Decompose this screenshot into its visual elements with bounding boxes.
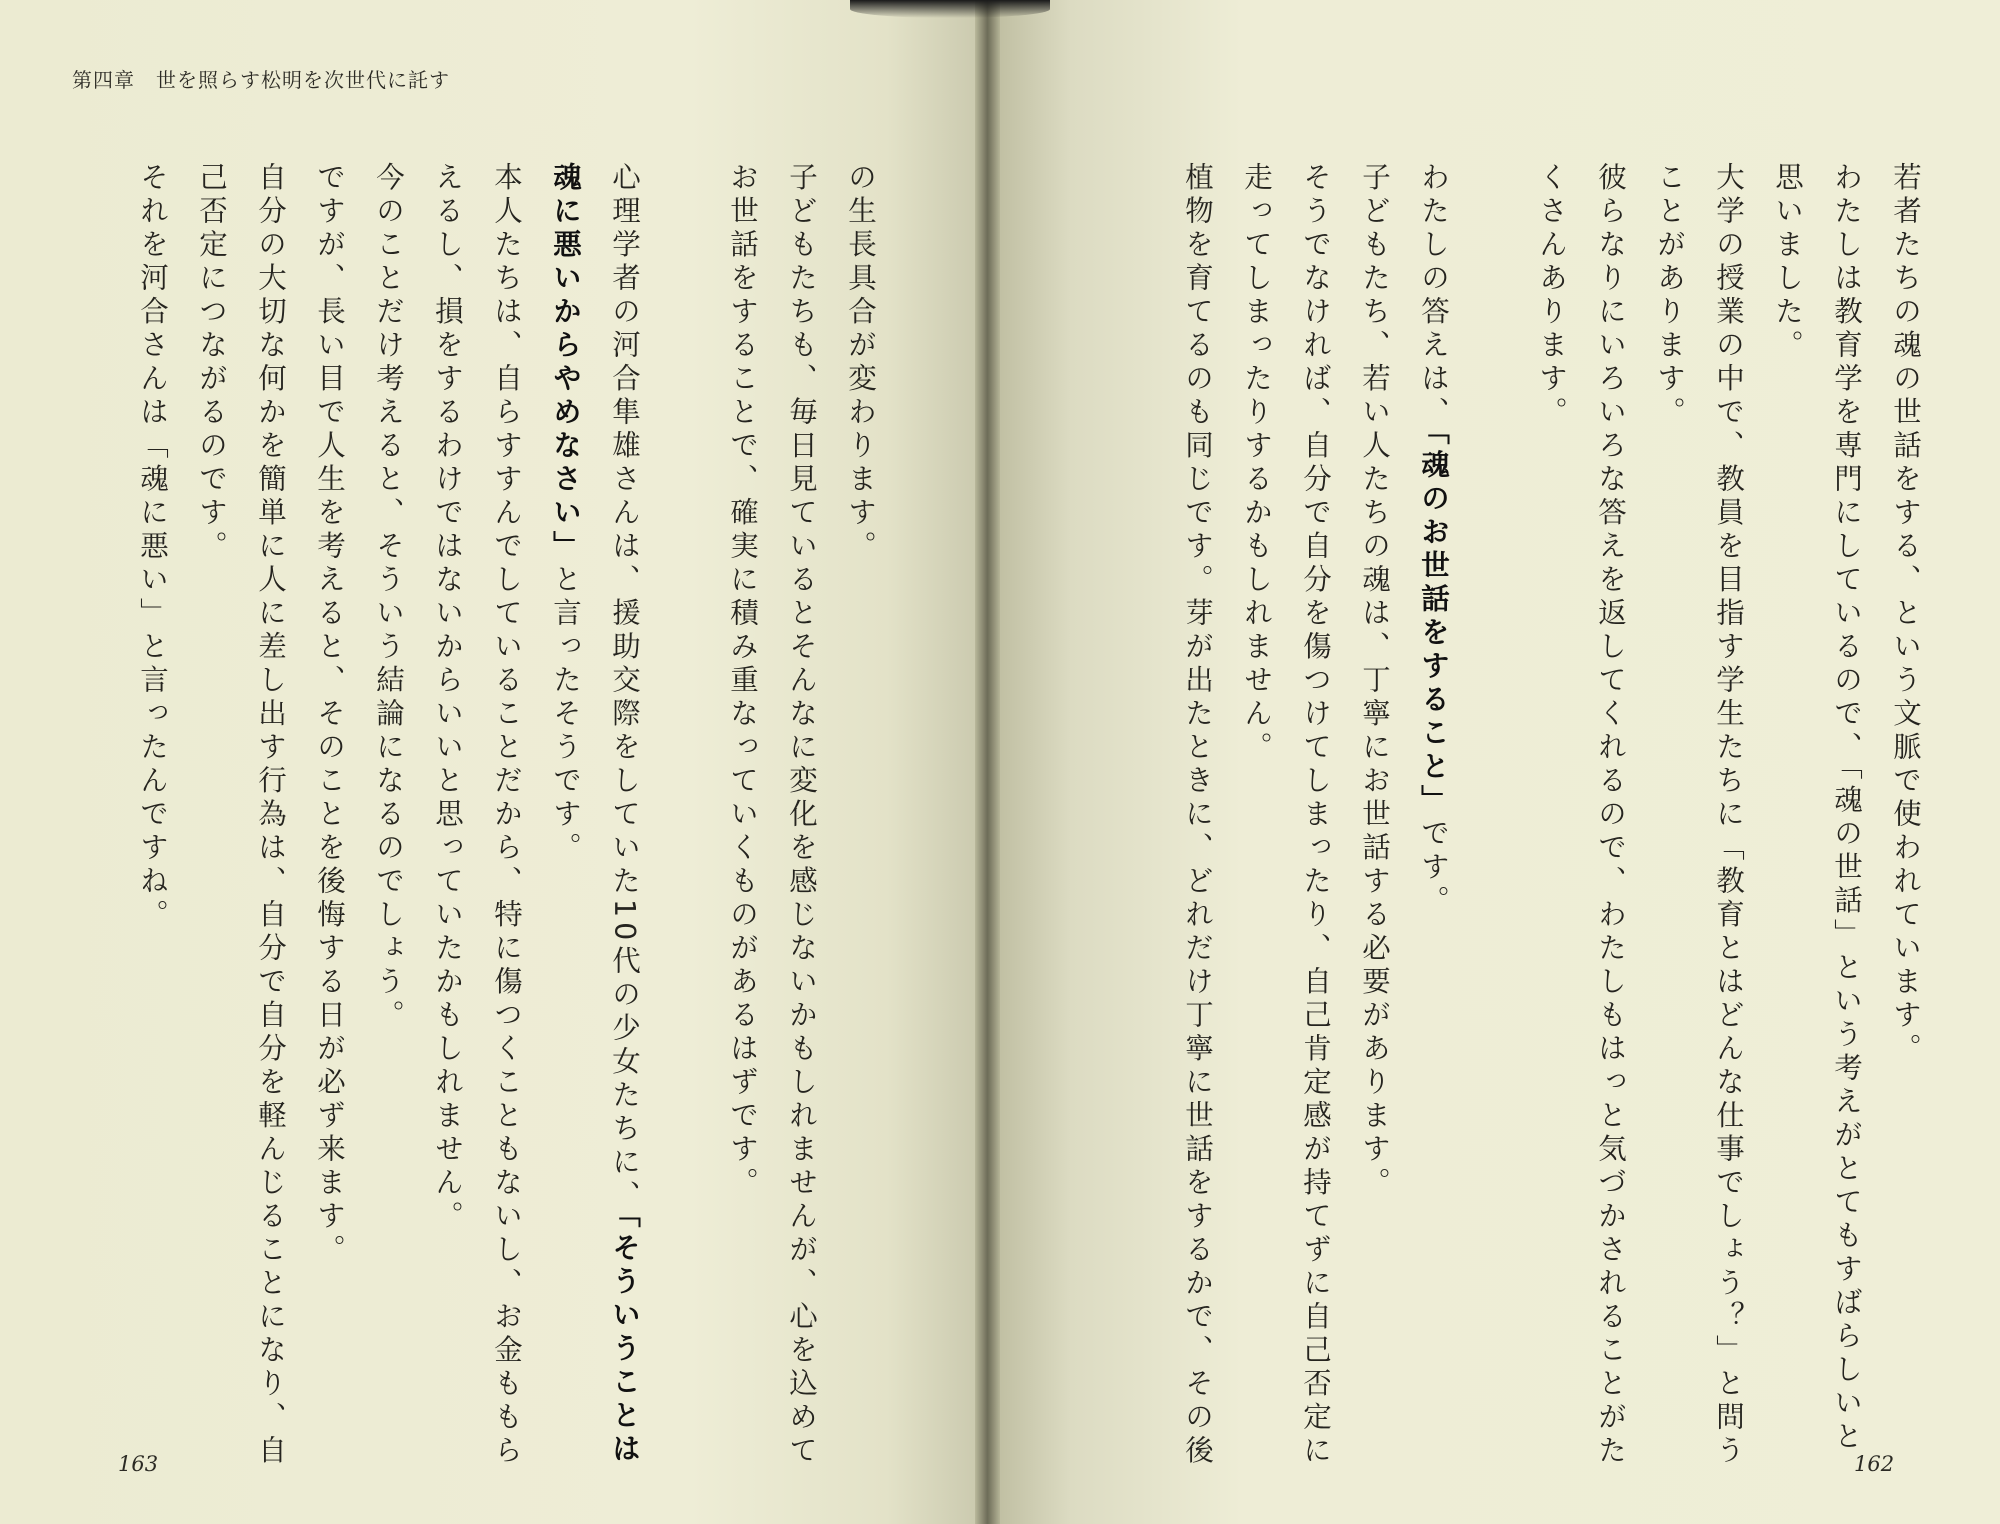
text-line	[1699, 162, 1758, 1469]
text-run: 若者たちの魂の世話をする、という文脈で使われています。	[1889, 162, 1922, 1067]
left-page-text	[136, 162, 890, 1469]
text-line	[1463, 162, 1522, 1402]
text-line	[1227, 162, 1286, 1402]
text-run: 心理学者の河合隼雄さんは、援助交際をしていた10代の少女たちに、	[608, 162, 641, 1214]
text-line	[123, 162, 182, 1402]
text-run: 自分の大切な何かを簡単に人に差し出す行為は、自分で自分を軽んじることになり、自	[254, 162, 287, 1469]
text-line	[1522, 162, 1581, 1402]
text-run: えるし、損をするわけではないからいいと思っていたかもしれません。	[431, 162, 464, 1234]
text-line	[1817, 162, 1876, 1455]
text-line	[654, 162, 713, 1402]
text-line	[831, 162, 890, 1402]
text-line	[477, 162, 536, 1469]
text-run: と言ったそうです。	[549, 564, 582, 866]
text-run: ことがあります。	[1653, 162, 1686, 430]
text-line	[772, 162, 831, 1469]
text-line	[241, 162, 300, 1469]
text-run: 大学の授業の中で、教員を目指す学生たちに「教育とはどんな仕事でしょう？」と問う	[1712, 162, 1745, 1469]
text-run: の生長具合が変わります。	[844, 162, 877, 564]
text-run: くさんあります。	[1535, 162, 1568, 430]
text-line	[1286, 162, 1345, 1469]
text-run: 子どもたち、若い人たちの魂は、丁寧にお世話する必要があります。	[1358, 162, 1391, 1201]
text-run: ですが、長い目で人生を考えると、そのことを後悔する日が必ず来ます。	[313, 162, 346, 1268]
text-run: です。	[1417, 817, 1450, 919]
text-line	[359, 162, 418, 1402]
text-run: 走ってしまったりするかもしれません。	[1240, 162, 1273, 765]
text-run: 植物を育てるのも同じです。芽が出たときに、どれだけ丁寧に世話をするかで、その後	[1181, 162, 1214, 1469]
text-run: 本人たちは、自らすすんでしていることだから、特に傷つくこともないし、お金ももら	[490, 162, 523, 1469]
bold-text: 「そういうことは	[608, 1213, 641, 1468]
text-line	[1758, 162, 1817, 1402]
text-run: わたしの答えは、	[1417, 162, 1450, 430]
text-run: それを河合さんは「魂に悪い」と言ったんですね。	[136, 162, 169, 933]
text-run: 思いました。	[1771, 162, 1804, 363]
running-head: 第四章 世を照らす松明を次世代に託す	[72, 68, 450, 92]
text-line	[595, 162, 654, 1468]
page-number-left: 163	[118, 1452, 159, 1476]
bold-text: 「魂のお世話をすること」	[1417, 430, 1450, 818]
bold-text: 魂に悪いからやめなさい」	[549, 162, 582, 564]
text-line	[1345, 162, 1404, 1402]
text-run: 彼らなりにいろいろな答えを返してくれるので、わたしもはっと気づかされることがた	[1594, 162, 1627, 1469]
text-run: わたしは教育学を専門にしているので、「魂の世話」という考えがとてもすばらしいと	[1830, 162, 1863, 1455]
text-line	[1581, 162, 1640, 1469]
text-line	[418, 162, 477, 1402]
text-line	[1640, 162, 1699, 1402]
text-run: 己否定につながるのです。	[195, 162, 228, 564]
text-line	[1876, 162, 1935, 1402]
book-gutter	[975, 0, 1000, 1524]
text-run: お世話をすることで、確実に積み重なっていくものがあるはずです。	[726, 162, 759, 1201]
page-number-right: 162	[1854, 1452, 1895, 1476]
text-line	[536, 162, 595, 1402]
text-run: 今のことだけ考えると、そういう結論になるのでしょう。	[372, 162, 405, 1033]
spine-shadow	[850, 0, 1050, 18]
text-line	[300, 162, 359, 1402]
text-line	[1404, 162, 1463, 1402]
text-run: そうでなければ、自分で自分を傷つけてしまったり、自己肯定感が持てずに自己否定に	[1299, 162, 1332, 1469]
text-line	[182, 162, 241, 1402]
text-line	[1168, 162, 1227, 1469]
text-line	[713, 162, 772, 1402]
text-run: 子どもたちも、毎日見ているとそんなに変化を感じないかもしれませんが、心を込めて	[785, 162, 818, 1469]
